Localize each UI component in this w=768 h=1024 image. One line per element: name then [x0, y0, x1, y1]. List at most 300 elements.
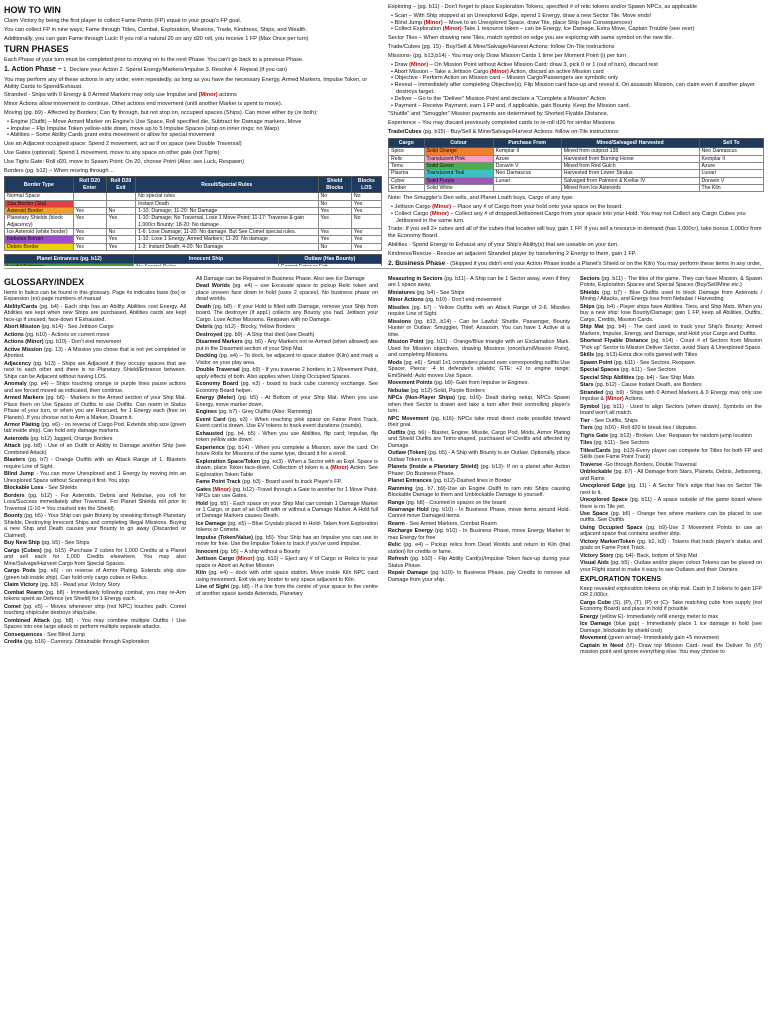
- glossary-entry: [196, 395, 378, 408]
- glossary-entry: [580, 462, 762, 468]
- glossary-column-4: [580, 276, 762, 1018]
- glossary-definition: - See Shields: [45, 485, 78, 492]
- glossary-term: Attack: [4, 443, 21, 450]
- glossary-entry: [388, 450, 570, 463]
- glossary-term: Blind Jump: [4, 471, 34, 478]
- table-cell: No: [351, 193, 381, 200]
- table-cell: Neo Damascus: [699, 148, 763, 155]
- glossary-entry: [580, 635, 762, 641]
- table-header-row: [5, 254, 382, 263]
- glossary-definition: (pg. b6) - Blaster, Engine, Missile, Cargo Pod, Mods, Armor Plating and Shield Outfits are Tetris-shaped, purchased w/ Credits and affected by Damage.: [388, 429, 570, 449]
- glossary-definition: (pg. 13) - A Mission you chose that is not yet completed or Aborted.: [4, 346, 186, 360]
- trade-heading-rest: (pg. b15) - Buy/Sell & Mine/Salvage/Harvest Actions: follow on-Tile instructions:: [423, 129, 620, 135]
- glossary-term: Symbol: [580, 403, 600, 410]
- glossary-definition: (pg. b6) - Orange hex where markers can be placed to use outfits. See Outfits: [580, 510, 762, 524]
- glossary-entry: [580, 621, 762, 634]
- glossary-definition: (pg. e4) – Ships touching orange or purple lines pause actions and are forced moved as indicated, then continue.: [4, 381, 186, 394]
- action-phase-title: 1. Action Phase –: [4, 66, 62, 74]
- glossary-entry: [4, 436, 186, 442]
- glossary-term: Ice Damage: [196, 520, 226, 527]
- cargo-list: [388, 204, 764, 224]
- glossary-entry: [580, 643, 762, 656]
- glossary-definition: (pg. e4) – dock with orbit space station. Move inside Kiln NPC card using movement. Exit via any border to any space adjacent to Kiln.: [196, 570, 378, 583]
- glossary-definition: (pg. b7) - All Damage from Stars, Planets, Debris, Jettisoning, and Rams: [580, 469, 762, 482]
- trade-fame-text: Trade: If you sell 2+ cubes and all of the cubes that location will buy, gain 1 FP. If you sell a resource in demand (has 1,000cr), take bonus 1,000cr from the Economy Board.: [388, 226, 762, 240]
- table-cell: Salvaged from Palmont & Krellar IV: [561, 177, 699, 184]
- table-cell: Yes: [73, 207, 106, 214]
- borders-table: [4, 176, 382, 250]
- table-cell: [106, 193, 135, 200]
- glossary-entry: [4, 324, 186, 330]
- glossary-entry: [388, 305, 570, 318]
- missions-list: [388, 62, 764, 110]
- moving-list-item: • Impulse – Flip Impulse Token yellow-side down, move up to 5 Impulse Spaces (stop on inner rings; no Warp): [4, 126, 382, 133]
- how-to-win-heading: HOW TO WIN: [4, 5, 61, 15]
- table-cell: Neo Damascus: [493, 170, 561, 177]
- table-cell: The Kiln: [699, 184, 763, 191]
- how-to-win-line-2: You can collect FP in nine ways; Fame through Titles, Combat, Exploration, Missions, Trade, Kindness, Ships, and Wealth.: [4, 26, 308, 33]
- glossary-definition: (pg. b14) - When you complete a Mission, save the card. On future Rolls for Missions of the same type, discard it for a reroll.: [196, 444, 378, 458]
- table-cell: Doravin V: [493, 162, 561, 169]
- glossary-definition: (pg. ex3) - When a Sector with an Expl. Space is drawn, place Token face-down. Collection of token is a (Minor) Action. See Exploration Token Table: [196, 458, 378, 478]
- glossary-entry: [388, 290, 570, 296]
- missions-text: Missions- (pg. b13,b14) - You may only Draw Mission Cards 1 time per Moment Point (i) per turn: [388, 52, 627, 59]
- glossary-term: Sectors: [580, 276, 600, 282]
- glossary-definition: (pg. b10) - Actions on current move: [25, 331, 110, 338]
- glossary-term: Missions: [388, 318, 412, 325]
- table-cell: Normal Space: [5, 193, 74, 200]
- glossary-entry: [580, 433, 762, 439]
- glossary-definition: (pg. b8) - If a line from the centre of your space to the centre of another space avoids Asteroids, Planetary: [196, 584, 378, 597]
- business-phase-line: [388, 260, 764, 266]
- table-cell: Yes: [318, 228, 351, 235]
- glossary-term: Unexplored Space: [580, 497, 628, 504]
- glossary-entry: [388, 360, 570, 379]
- table-row: [389, 148, 764, 155]
- glossary-entry: [388, 464, 570, 477]
- glossary-term: Jettison Cargo: [196, 556, 235, 563]
- glossary-term: Unexplored Edge: [580, 483, 626, 490]
- glossary-term: Cargo Cube: [580, 599, 612, 606]
- glossary-definition: (pg. b11) - A Ship can be 1 Sector away, even if they are 1 space away.: [388, 276, 570, 289]
- table-cell: Planetary Shields (block Adjacency): [5, 215, 74, 229]
- turn-phases-heading: TURN PHASES: [4, 44, 69, 55]
- glossary-term: Engines: [196, 409, 217, 416]
- glossary-entry: [388, 430, 570, 449]
- table-cell: Relic: [389, 155, 425, 162]
- glossary-entry: [4, 332, 186, 338]
- glossary-term: Asteroids: [4, 435, 29, 442]
- table-header-cell: Border Type: [5, 177, 74, 193]
- glossary-definition: (pg. b12)-Dashed lines in Border: [433, 478, 512, 485]
- action-phase-steps: 1. Declare your Action 2. Spend Energy/Markers/Impulse 3. Resolve 4. Repeat (if you can): [63, 67, 288, 74]
- glossary-entries: [580, 276, 762, 573]
- table-cell: Solid Purple: [424, 177, 493, 184]
- glossary-entry: [196, 445, 378, 458]
- table-cell: Yes: [73, 236, 106, 243]
- glossary-definition: (pg. b10) - Flip Ability Card(s)/Impulse Token face-up during your Status Phase.: [388, 556, 570, 569]
- glossary-definition: (green arrow)- Immediately gain +5 movement: [608, 635, 719, 642]
- glossary-term: Range: [388, 499, 405, 506]
- glossary-term: Victory Marker/Token: [580, 538, 635, 545]
- glossary-definition: - See Outfits, Ships: [591, 417, 638, 424]
- table-cell: 1-10: Lose 1 Energy, Armed Markers; 11-20: No damage: [136, 236, 318, 243]
- glossary-definition: (pg. b4)- Back, bottom of Ship Mat: [614, 552, 698, 559]
- glossary-term: Destroyed: [196, 331, 223, 338]
- table-cell: 1-10: Damage; 11-20: No Damage: [136, 207, 318, 214]
- glossary-term: NPC Movement: [388, 415, 429, 422]
- glossary-entry: [196, 549, 378, 555]
- glossary-entry: [580, 600, 762, 613]
- glossary-definition: (blue gap) - Immediately place 1 ice damage in hold (see Damage, blockable by shield cost): [580, 621, 762, 634]
- table-header-cell: Shield Blocks: [318, 177, 351, 193]
- glossary-entry: [580, 525, 762, 538]
- minor-tag: (Minor): [236, 556, 255, 563]
- glossary-entry: [580, 511, 762, 524]
- table-cell: Azure: [699, 162, 763, 169]
- missions-list-item: • Objective - Perform Action on Mission card – Mission Cargo/Passengers are symbolic only: [388, 75, 764, 82]
- action-phase-text-1: You may perform any of these actions in any order, even repeatedly, as long as you have the necessary Energy, Armed Markers, Impulse Token, or Ability Cards to Spend/Exhaust.: [4, 76, 368, 90]
- glossary-term: Shields: [580, 289, 600, 296]
- glossary-entry: [580, 324, 762, 337]
- glossary-term: Economy Board: [196, 381, 239, 388]
- table-header-row: [5, 177, 382, 193]
- exploring-list-item: • Scan – With Ship stopped at an Unexplored Edge, spend 1 Energy, draw a new Sector Tile. Move ends!: [388, 13, 764, 20]
- table-cell: Kemplar II: [699, 155, 763, 162]
- table-cell: Plasma: [389, 170, 425, 177]
- glossary-entry: [196, 570, 378, 583]
- glossary-definition: (pg. b5) - At Bottom of your Ship Mat. When you use Energy, move marker down.: [196, 395, 378, 408]
- borders-caption: Borders (pg. b12) – When moving through…: [4, 167, 115, 174]
- glossary-term: Refresh: [388, 556, 409, 563]
- glossary-term: Bounty: [4, 513, 23, 520]
- glossary-term: Captain in Need: [580, 642, 624, 649]
- glossary-entry: [388, 339, 570, 358]
- glossary-entry: [388, 380, 570, 386]
- glossary-entry: [580, 425, 762, 431]
- glossary-entry: [196, 339, 378, 352]
- glossary-definition: (pg. b7) - Blue Outfits used to block Damage from Asteroids / Mining / Attacks, and Energy loss from Nebulae / Harvesting: [580, 289, 762, 303]
- glossary-term: Combat Rearm: [4, 589, 44, 596]
- glossary-entry: [388, 319, 570, 338]
- glossary-definition: (pg. b3) - Board used to track Player's FP.: [242, 479, 342, 486]
- missions-list-item: • Payment – Receive Payment, earn 1 FP and, if applicable, gain Bounty. Keep the Mission card.: [388, 103, 764, 110]
- glossary-definition: (pg. b11) - See Sectors, Respawn: [613, 359, 695, 366]
- moving-text-2: Use an Adjacent occupied space: Spend 2 movement, act as if on space (see Double Traversal): [4, 141, 242, 148]
- glossary-term: Victory Story: [580, 552, 614, 559]
- glossary-entry: [196, 431, 378, 444]
- glossary-column-2: [196, 276, 378, 1018]
- table-header-cell: Sell To: [699, 138, 763, 147]
- exploration-tokens-heading: EXPLORATION TOKENS: [580, 576, 662, 584]
- exploring-list-item: • Blind Jump (Minor) – Move to an Unexplored Space, draw Tile, place Ship (see Consequences): [388, 20, 764, 27]
- table-cell: Yes: [73, 243, 106, 250]
- glossary-entry: [4, 568, 186, 581]
- glossary-term: Gates: [196, 486, 211, 493]
- exploration-tokens-intro: Keep revealed exploration tokens on ship mat. Cash in 2 tokens to gain 1FP OR 2,000cr.: [580, 585, 762, 599]
- glossary-term: Cargo Pods: [4, 568, 36, 575]
- glossary-entry: [388, 528, 570, 541]
- glossary-term: NPCs (Non-Player Ships): [388, 395, 455, 402]
- turn-phases-intro: Each Phase of your turn must be completed prior to moving on to the next Phase. You can't go back to a previous Phase.: [4, 57, 304, 64]
- minor-tag: (Minor): [330, 465, 349, 472]
- glossary-entry: [580, 553, 762, 559]
- glossary-definition: (pg. b16)- NPCs take most direct route possible toward their goal.: [388, 415, 570, 429]
- how-to-win-line-1: Claim Victory by being the first player to collect Fame Points (FP) equal to your group's FP goal.: [4, 17, 242, 24]
- table-cell: Yes: [351, 200, 381, 207]
- glossary-term: Buy New Ship: [4, 540, 40, 547]
- glossary-definition: (pg. b4) - Player ships have Abilities, Tiers, and Ship Mats. When you buy a new ship: lose Bounty/Damage; gain 1 FP, keep all Abilities, Outfits, Cargo, Credits, Mission Cards.: [580, 303, 762, 323]
- table-cell: Cyber: [389, 177, 425, 184]
- glossary-term: Repair Damage: [388, 570, 429, 577]
- minor-tag: (Minor): [429, 210, 449, 217]
- table-cell: Mined from Red Gulch: [561, 162, 699, 169]
- glossary-entry: [196, 409, 378, 415]
- glossary-entry: [388, 500, 570, 506]
- glossary-definition: (pg. e5) – Moves whenever ship (not NPC) touches path. Comet touching ship/cube destroys ship/cube.: [4, 603, 186, 617]
- glossary-term: Comet: [4, 603, 21, 610]
- glossary-intro: Items in Italics can be found in this glossary. Page #s indicates base (bx) or Expansion (ex) page numbers of manual: [4, 289, 186, 303]
- table-cell: No special rules: [136, 193, 318, 200]
- glossary-entry: [580, 382, 762, 388]
- glossary-definition: (pg. b10) - In Business Phase, move Energy Marker to max Energy for free: [388, 528, 570, 541]
- glossary-entry: [388, 416, 570, 429]
- glossary-term: Credits: [4, 639, 23, 646]
- glossary-entry: [580, 375, 762, 381]
- glossary-definition: (pg. b8) - Immediately following combat, you may re-Arm tokens spent as Defence (ex Shield) for 1 Energy each.: [4, 589, 186, 603]
- glossary-entry: [388, 478, 570, 484]
- glossary-entry: [388, 521, 570, 527]
- business-phase-desc: - (Skipped if you didn't end your Action Phase inside a Planet's Shield or on the Kiln) You may perform these items in any order,: [446, 260, 762, 266]
- glossary-term: Nebulae: [388, 387, 409, 394]
- table-cell: Yes: [351, 236, 381, 243]
- section-divider: [4, 268, 764, 269]
- glossary-term: Ship Mat: [580, 324, 604, 331]
- trade-cubes-line: Trade/Cubes (pg. 15) - Buy/Sell & Mine/Salvage/Harvest Actions: follow On-Tile instructions: [388, 44, 615, 51]
- glossary-definition: (pg. b8) - You may combine multiple Outfits / Use Spaces into one large attack or perform multiple separate attacks.: [4, 617, 186, 631]
- glossary-definition: (pg. b13)-Extra dice rolls gained with Titles: [595, 352, 698, 359]
- table-cell: Star Border (Sta): [5, 200, 74, 207]
- table-row: [389, 184, 764, 191]
- glossary-definition: (pg. e6) - Small 1x1 computers placed over corresponding outfits Use Spacer. Pierce: -4 to defender's shields; GTE: +2 to engine range; EmiShield: Auto moves Use Space.: [388, 359, 570, 379]
- glossary-definition: (pg. e5) – Blue Crystals placed in Hold- Taken from Exploration tokens or Comets.: [196, 520, 378, 534]
- glossary-entries: [4, 304, 186, 646]
- glossary-term: Disarmed Markers: [196, 339, 243, 346]
- glossary-entry: [580, 440, 762, 446]
- glossary-term: Visual Aids: [580, 560, 609, 567]
- kindness-text: Kindness/Rescue - Rescue an adjacent Stranded player by transferring 2 Energy to them, gain 1 FP.: [388, 250, 637, 257]
- trade-heading: Trade/Cubes: [388, 129, 422, 135]
- glossary-definition: (pg. b8) - If your Hold is filled with Damage, remove your Ship from board. The destroyer (if appl.) collects any Bounty you had. Jettison your Cargo. Lose Active Missions. Respawn with no Damage.: [196, 303, 378, 323]
- glossary-definition: (pg. b2, b3) - Tokens that track player's status and goals on Fame Point Track.: [580, 538, 762, 552]
- glossary-term: Special Spaces: [580, 367, 620, 374]
- glossary-term: Miniatures: [388, 289, 415, 296]
- glossary-definition: (pg. b5) - Each space on your Ship Mat can contain 1 Damage Marker or 1 Cargo, or part of an Outfit with or without a Damage Marker. A Hold full of Damage Markers causes Death.: [196, 500, 378, 520]
- glossary-definition: (pg. b10) - Don't end movement: [45, 339, 121, 346]
- glossary-entry: [580, 614, 762, 620]
- glossary-term: Tigris Gate: [580, 432, 609, 439]
- glossary-term: Energy (Meter): [196, 395, 236, 402]
- glossary-definition: (pg. b6) - Markers in the Armed section of your Ship Mat. Place them on Use Spaces of Outfits to use Outfits. Can rearm in Status Phase of your turn, or when you are Rescued, for 1 Energy each (free on Planets). If you choose not to Arm a Marker, Disarm it.: [4, 395, 186, 421]
- glossary-definition: (pg. b9) - If you traverse 2 borders in 1 Movement Point, apply effects of both. Also applies when Using Occupied Spaces.: [196, 367, 378, 380]
- glossary-term: Debris: [196, 324, 213, 331]
- table-cell: 1-10: Damage; No Traversal, Lose 1 Move Point; 11-17: Traverse & gain 1,000cr Bounty; 18-20: No damage: [136, 215, 318, 229]
- glossary-entry: [196, 535, 378, 548]
- glossary-definition: (pg. b12)-Solid, Purple Borders: [410, 387, 485, 394]
- glossary-definition: - See Armed Markers, Combat Rearm: [406, 520, 497, 527]
- glossary-entry: [4, 632, 186, 638]
- glossary-term: Exploration Space/Token: [196, 458, 261, 465]
- exploring-text: Exploring – (pg. b11) - Don't forget to place Exploration Tokens, specified # of relic tokens and/or Spawn NPCs, as applicable: [388, 4, 697, 10]
- missions-list-item: • Draw (Minor) – On Mission Point without Active Mission Card: draw 3, pick 0 or 1 (out of turn), discard rest: [388, 62, 764, 69]
- minor-tag: (Minor): [489, 68, 509, 75]
- glossary-definition: (pg. b9) - A Ship that died (see Death): [223, 331, 315, 338]
- glossary-definition: All Damage can be Repaired in Business Phase. Also see Ice Damage: [196, 276, 365, 282]
- glossary-definition: (pg. b13) - Ships are Adjacent if they occupy spaces that are next to each other and there is no Planetary Shield/Entrance between. Ships can be Adjacent without having LOS.: [4, 360, 186, 380]
- glossary-term: Actions (Minor): [4, 339, 44, 346]
- table-cell: Ember: [389, 184, 425, 191]
- glossary-entry: [580, 390, 762, 403]
- table-header-cell: Roll D20 Enter: [73, 177, 106, 193]
- glossary-term: Outlaw (Token): [388, 450, 427, 457]
- glossary-definition: -Go through Borders, Double Traversal: [603, 461, 697, 468]
- glossary-definition: (pg. b16)- Dealt during setup, NPCs Spawn when their Sector is drawn and take a turn after their controlling player's turn.: [388, 395, 570, 415]
- glossary-term: Movement Points: [388, 380, 433, 387]
- exploration-tokens-list: [580, 600, 762, 656]
- glossary-definition: (pg. b12) - Broken. Use: Respawn for random jump location: [609, 432, 752, 439]
- glossary-entry: [580, 448, 762, 461]
- trade-heading-line: [388, 129, 764, 136]
- glossary-term: Anomaly: [4, 381, 27, 388]
- table-cell: Yes: [106, 236, 135, 243]
- glossary-term: Traverse: [580, 461, 603, 468]
- glossary-term: Planets (Inside a Planetary Shield): [388, 464, 479, 471]
- glossary-definition: (pg. e6) - on reverse of Cargo Pod. Extends ship size (green tab inside ship). Can hold only damage markers.: [4, 422, 186, 435]
- table-row: [5, 200, 382, 207]
- table-cell: Instant Death: [136, 200, 318, 207]
- glossary-definition: (pg. b9)- Gain from Impulse or Engines.: [434, 380, 529, 387]
- glossary-term: Blockable Loss: [4, 485, 44, 492]
- table-row: [389, 162, 764, 169]
- glossary-entry: [4, 304, 186, 323]
- glossary-definition: (pg. b12) Jagged, Orange Borders: [30, 435, 113, 442]
- glossary-term: Innocent: [196, 548, 219, 555]
- table-cell: Translucent Pink: [424, 155, 493, 162]
- glossary-term: Ramming: [388, 485, 413, 492]
- table-row: [389, 177, 764, 184]
- table-cell: No: [106, 207, 135, 214]
- table-cell: [5, 264, 134, 266]
- glossary-term: Borders: [4, 492, 25, 499]
- glossary-term: Minor Actions: [388, 297, 424, 304]
- table-cell: Yes: [351, 243, 381, 250]
- table-cell: [73, 200, 106, 207]
- glossary-definition: (pg. b5) - A Ship with Bounty is an Outlaw. Optionally, place Outlaw Token on it.: [388, 450, 570, 463]
- glossary-definition: (pg. b12) - For Asteroids, Debris and Nebulae, you roll for Loss/Success immediately after Traversal. For Planet Shields roll prior to Traversal (1-10 = You crashed into the Shield).: [4, 492, 186, 512]
- minor-tag: (Minor): [605, 396, 624, 403]
- table-cell: Doravin V: [699, 177, 763, 184]
- table-header-cell: Purchase From: [493, 138, 561, 147]
- action-phase-text-3: Minor Actions allow movement to continue. Other actions end movement (until another Marker is spent to move).: [4, 101, 283, 108]
- table-cell: Translucent Teal: [424, 170, 493, 177]
- glossary-term: Unblockable: [580, 469, 613, 476]
- moving-list-item: • Abilities – Some Ability Cards grant extra movement or allow for special movement: [4, 132, 382, 139]
- glossary-definition: (pg. b4) - The card used to track your Ship's Bounty; Armed Markers, Impulse, Energy, and Damage, and Hold your Cargo and Outfits.: [580, 324, 762, 337]
- glossary-definition: (pg. b12) - Blocky, Yellow Borders: [214, 324, 295, 331]
- table-cell: Solid Green: [424, 162, 493, 169]
- table-cell: Ice Asteroid (white border): [5, 228, 74, 235]
- glossary-entry: [580, 539, 762, 552]
- glossary-entry: [4, 540, 186, 546]
- glossary-entry: [196, 584, 378, 597]
- glossary-definition: (pg. b10) - Don't end movement: [425, 297, 502, 304]
- glossary-entry: [4, 339, 186, 345]
- table-cell: No: [318, 200, 351, 207]
- glossary-definition: (pg. b11) - See Sectors: [593, 440, 650, 447]
- glossary-definition: (pg. b14) - Count # of Sectors from Mission "Pick up" Sector to Mission Deliver Sector, avoid Stars & Unexplored Space.: [580, 338, 762, 351]
- glossary-entry: [580, 338, 762, 351]
- glossary-term: Recharge Energy: [388, 528, 433, 535]
- table-cell: [134, 264, 278, 266]
- glossary-entry: [4, 443, 186, 456]
- glossary-entry: [580, 304, 762, 323]
- table-cell: Yes: [106, 243, 135, 250]
- glossary-term: Energy: [580, 613, 599, 620]
- how-to-win-line-3: Additionally, you can gain Fame through Luck: If you roll a natural 20 on any d20 roll, you receive 1 FP (Max Once per turn): [4, 35, 309, 42]
- glossary-column-3: [388, 276, 570, 1018]
- glossary-term: Skills: [580, 352, 595, 359]
- table-cell: Azure: [493, 155, 561, 162]
- moving-text: Moving (pg. b9) - Affected by Borders; Can fly through, but not stop on, occupied spaces (Ships). Can move either by (or both):: [4, 109, 318, 116]
- action-phase-text-2: Stranded - Ships with 0 Energy & 0 Armed Markers may only use Impulse and (Minor) actions: [4, 92, 237, 99]
- glossary-definition: (pg. e3) - When reaching pink space on Fame Point Track, Event card is drawn. Use EV tokens to track event durations (rounds).: [196, 416, 378, 430]
- table-cell: Yes: [351, 228, 381, 235]
- glossary-term: Outfits: [388, 429, 406, 436]
- glossary-definition: (S), (P), (T), (P) or (C)- Take matching cube from supply (not Economy Board) and place in hold if possible: [580, 599, 762, 613]
- glossary-entry: [196, 353, 378, 366]
- glossary-entry: [388, 276, 570, 289]
- glossary-definition: (pg. b5) – A ship without a Bounty: [219, 548, 301, 555]
- glossary-term: Planet Entrances: [388, 478, 432, 485]
- glossary-definition: (pg. b7) - Yellow Outfits with an Attack Range of 2-6. Missiles require Line of Sight.: [388, 304, 570, 318]
- table-cell: No: [351, 215, 381, 229]
- glossary-term: Abort Mission: [4, 324, 40, 331]
- table-cell: No: [318, 243, 351, 250]
- glossary-term: Experience: [196, 444, 225, 451]
- table-header-cell: Innocent Ship: [134, 254, 278, 263]
- table-cell: Lunari: [493, 177, 561, 184]
- glossary-term: Titles/Cards: [580, 447, 611, 454]
- table-row: [5, 264, 382, 266]
- table-cell: Kemplar II: [493, 148, 561, 155]
- table-cell: Yes: [318, 236, 351, 243]
- glossary-term: Relic: [388, 542, 401, 549]
- glossary-definition: (pg. e4) – use Excavate space to pickup Relic token and place unseen face down in hold (uses 2 spaces). No business phase on dead worlds.: [196, 283, 378, 303]
- glossary-entry: [196, 501, 378, 520]
- glossary-entry: [4, 493, 186, 512]
- glossary-term: Death: [196, 303, 211, 310]
- minor-tag: (Minor): [198, 92, 218, 99]
- table-cell: Mined from outpost 138: [561, 148, 699, 155]
- table-cell: No: [318, 193, 351, 200]
- cargo-list-item: • Collect Cargo (Minor) – Collect any # of dropped/Jettisoned Cargo from your space into your Hold. You may not Collect any Cargo Cubes you Jettisoned in the same turn.: [388, 211, 764, 225]
- glossary-term: Mods: [388, 359, 403, 366]
- glossary-entry: [196, 521, 378, 534]
- glossary-definition: (pg. e4) – Pickup relics from Dead Worlds and return to Kiln (that station) for credits or fame.: [388, 542, 570, 555]
- glossary-term: Tiers: [580, 425, 593, 432]
- table-header-cell: Outlaw (Has Bounty): [278, 254, 381, 263]
- glossary-entry: [580, 483, 762, 496]
